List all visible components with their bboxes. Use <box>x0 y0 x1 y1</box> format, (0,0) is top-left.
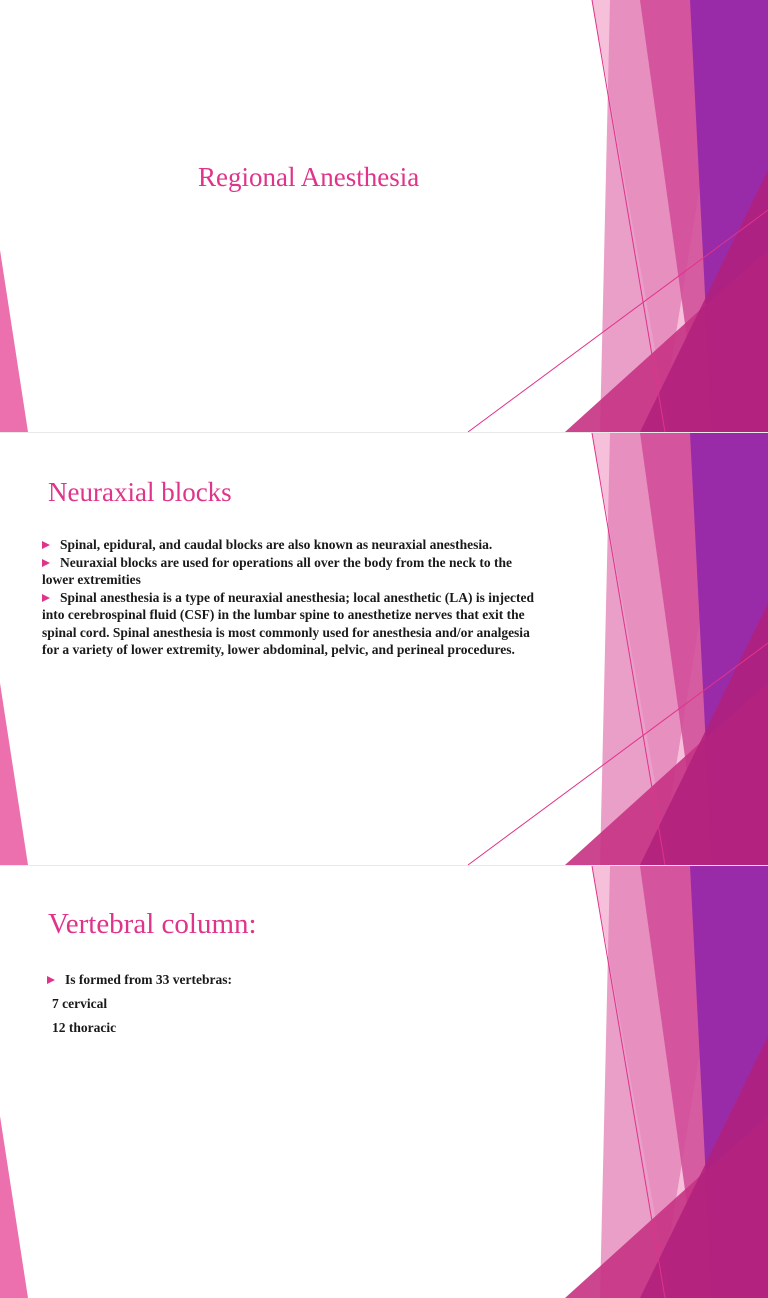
slide-1 <box>0 0 768 432</box>
slide-title: Vertebral column: <box>48 908 257 940</box>
slide-decoration <box>0 0 768 432</box>
bullet-item: Spinal, epidural, and caudal blocks are also known as neuraxial anesthesia. <box>42 536 582 554</box>
slide-title: Regional Anesthesia <box>198 162 420 192</box>
bullet-list: Is formed from 33 vertebras: 7 cervical 12 thoracic <box>47 968 547 1040</box>
bullet-arrow-icon <box>42 594 50 602</box>
slide-2 <box>0 433 768 865</box>
slide-title: Neuraxial blocks <box>48 477 232 507</box>
slide-3 <box>0 866 768 1298</box>
bullet-list <box>42 536 582 659</box>
bullet-arrow-icon <box>42 559 50 567</box>
bullet-arrow-icon <box>42 541 50 549</box>
bullet-item: Neuraxial blocks are used for operations all over the body from the neck to the lower extremities <box>42 554 512 587</box>
bullet-arrow-icon <box>47 976 55 984</box>
bullet-item: Spinal anesthesia is a type of neuraxial anesthesia; local anesthetic (LA) is injected into cerebrospinal fluid (CSF) in the lumbar spine to anesthetize nerves that exit the spinal cord. Spinal anesthesia is most commonly used for anesthesia and/or analgesia for a variety of lower extremity, lower abdominal, pelvic, and perineal procedures. <box>42 589 534 657</box>
